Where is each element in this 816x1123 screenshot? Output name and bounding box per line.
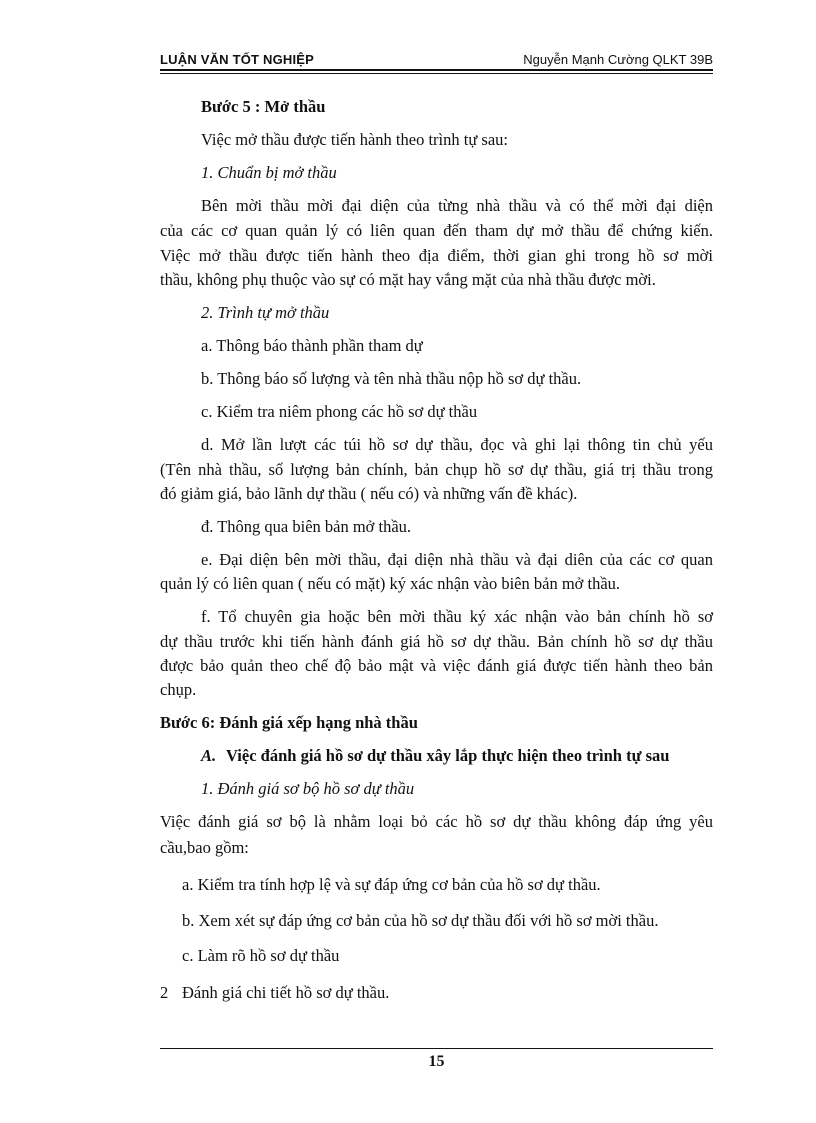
item-b: b. Thông báo số lượng và tên nhà thầu nộp hồ sơ dự thầu. (201, 369, 582, 388)
author-label: Nguyễn Mạnh Cường QLKT 39B (523, 52, 713, 67)
prep-line-2: của các cơ quan quản lý có liên quan đến tham dự mở thầu để chứng kiến. (160, 221, 713, 240)
prep-line-4: thầu, không phụ thuộc vào sự có mặt hay vắng mặt của nhà thầu được mời. (160, 270, 656, 289)
prep-heading: 1. Chuẩn bị mở thầu (201, 163, 337, 182)
item-d-line-1: d. Mở lần lượt các túi hồ sơ dự thầu, đọc và ghi lại thông tin chủ yếu (201, 435, 713, 454)
header-rule-thick (160, 69, 713, 71)
item-f-line-3: được bảo quản theo chế độ bảo mật và việc đánh giá được tiến hành theo bản (160, 656, 713, 675)
thesis-label: LUẬN VĂN TỐT NGHIỆP (160, 52, 315, 67)
section-a-label: A. (201, 746, 217, 765)
item-f-line-2: dự thầu trước khi tiến hành đánh giá hồ sơ dự thầu. Bản chính hồ sơ dự thầu (160, 632, 713, 651)
order-heading: 2. Trình tự mở thầu (201, 303, 330, 322)
prelim-item-b: b. Xem xét sự đáp ứng cơ bản của hồ sơ dự thầu đối với hồ sơ mời thầu. (182, 911, 659, 930)
section-a-text: Việc đánh giá hồ sơ dự thầu xây lắp thực hiện theo trình tự sau (226, 746, 670, 765)
prelim-item-a: a. Kiểm tra tính hợp lệ và sự đáp ứng cơ bản của hồ sơ dự thầu. (182, 875, 601, 894)
page-number: 15 (428, 1053, 445, 1070)
prelim-line-1: Việc đánh giá sơ bộ là nhằm loại bỏ các hồ sơ dự thầu không đáp ứng yêu (160, 812, 713, 831)
item-d-line-2: (Tên nhà thầu, số lượng bản chính, bản chụp hồ sơ dự thầu, giá trị thầu trong (160, 460, 713, 479)
header-rule-thin (160, 73, 713, 74)
prelim-line-2: cầu,bao gồm: (160, 838, 249, 857)
step5-title: Bước 5 : Mở thầu (201, 97, 326, 116)
detail-number: 2 (160, 983, 169, 1002)
prelim-heading: 1. Đánh giá sơ bộ hồ sơ dự thầu (201, 779, 415, 798)
item-e-line-1: e. Đại diện bên mời thầu, đại diện nhà thầu và đại diên của các cơ quan (201, 550, 713, 569)
prelim-item-c: c. Làm rõ hồ sơ dự thầu (182, 946, 340, 965)
page-header (160, 48, 713, 70)
step5-intro: Việc mở thầu được tiến hành theo trình tự sau: (201, 130, 508, 149)
footer-rule (160, 1048, 713, 1049)
item-d-line-3: đó giảm giá, bảo lãnh dự thầu ( nếu có) và những vấn đề khác). (160, 484, 578, 503)
item-c: c. Kiểm tra niêm phong các hồ sơ dự thầu (201, 402, 478, 421)
step6-title: Bước 6: Đánh giá xếp hạng nhà thầu (160, 713, 418, 732)
item-e-line-2: quản lý có liên quan ( nếu có mặt) ký xác nhận vào biên bản mở thầu. (160, 574, 621, 593)
item-a: a. Thông báo thành phần tham dự (201, 336, 423, 355)
prep-line-1: Bên mời thầu mời đại diện của từng nhà thầu và có thể mời đại diện (201, 196, 713, 215)
item-f-line-1: f. Tổ chuyên gia hoặc bên mời thầu ký xác nhận vào bản chính hồ sơ (201, 607, 713, 626)
item-f-line-4: chụp. (160, 680, 197, 699)
item-dd: đ. Thông qua biên bản mở thầu. (201, 517, 412, 536)
prep-line-3: Việc mở thầu được tiến hành theo địa điểm, thời gian ghi trong hồ sơ mời (160, 246, 713, 265)
detail-text: Đánh giá chi tiết hồ sơ dự thầu. (182, 983, 390, 1002)
